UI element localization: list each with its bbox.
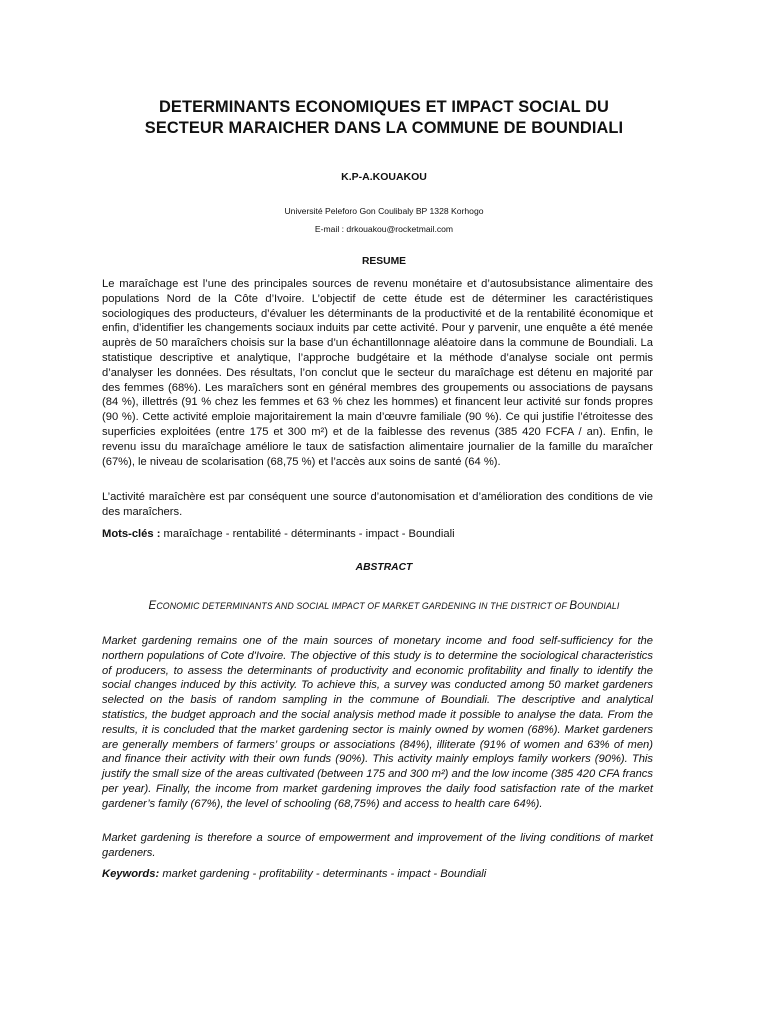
- resume-paragraph-1: Le maraîchage est l’une des principales sources de revenu monétaire et d’autosubsistance alimentaire des populations Nord de la Côte d’Ivoire. L’objectif de cette étude est de déterminer les caractéristiques sociologiques des producteurs, d’évaluer les déterminants de la productivité et de la rentabilité économique et enfin, d’identifier les changements sociaux induits par cette activité. Pour y parvenir, une enquête a été menée auprès de 50 maraîchers choisis sur la base d’un échantillonnage aléatoire dans la commune de Boundiali. La statistique descriptive et analytique, l’approche budgétaire et la méthode d’analyse sociale ont permis d’analyser les données. Des résultats, l’on conclut que le secteur du maraîchage est détenu en majorité par des femmes (68%). Les maraîchers sont en général membres des groupements ou associations de paysans (84 %), illettrés (91 % chez les femmes et 63 % chez les hommes) et financent leur activité sur fonds propres (90 %). Cette activité emploie majoritairement la main d’œuvre familiale (90 %). Ce qui justifie l’étroitesse des superficies exploitées (entre 175 et 300 m²) et de la faiblesse des revenus (385 420 FCFA / an). Enfin, le revenu issu du maraîchage améliore le taux de satisfaction alimentaire journalier de la famille du maraîcher (67%), le niveau de scolarisation (68,75 %) et l’accès aux soins de santé (64 %).: [102, 278, 653, 468]
- title-line-2: SECTEUR MARAICHER DANS LA COMMUNE DE BOUNDIALI: [144, 119, 624, 137]
- abstract-keywords-label: Keywords:: [102, 868, 160, 880]
- abstract-paragraph-1: Market gardening remains one of the main sources of monetary income and food self-sufficiency for the northern populations of Cote d'Ivoire. The objective of this study is to determine the sociological characteristics of producers, to assess the determinants of productivity and economic profitability and finally to identify the social changes induced by this activity. To achieve this, a survey was conducted among 50 market gardeners selected on the basis of random sampling in the commune of Boundiali. The descriptive and analytical statistics, the budget approach and the social analysis method made it possible to analyse the data. From the results, it is concluded that the market gardening sector is mainly owned by women (68%). Market gardeners are generally members of farmers’ groups or associations (84%), illiterate (91% of women and 63% of men) and finance their activity with their own funds (90%). This activity mainly employs family workers (90%). This justify the small size of the areas cultivated (between 175 and 300 m²) and the low income (385 420 CFA francs per year). Finally, the income from market gardening improves the daily food satisfaction rate of the market gardener’s family (67%), the level of schooling (68,75%) and access to health care 64%).: [102, 635, 653, 810]
- abstract-subtitle: [0, 600, 768, 612]
- resume-heading: RESUME: [361, 256, 407, 267]
- paper-title: [60, 97, 708, 139]
- abstract-keywords-list: market gardening - profitability - determinants - impact - Boundiali: [162, 868, 487, 880]
- subtitle-initial-e: E: [148, 600, 157, 612]
- abstract-heading: ABSTRACT: [355, 562, 413, 573]
- subtitle-part-2: OUNDIALI: [577, 601, 620, 611]
- resume-keywords-list: maraîchage - rentabilité - déterminants - impact - Boundiali: [163, 528, 455, 540]
- resume-paragraph-2: L’activité maraîchère est par conséquent une source d’autonomisation et d’amélioration des conditions de vie des maraîchers.: [102, 491, 653, 518]
- author-email: E-mail : drkouakou@rocketmail.com: [314, 224, 454, 234]
- resume-keywords: [102, 527, 653, 542]
- subtitle-initial-b: B: [569, 600, 578, 612]
- abstract-paragraph-2: Market gardening is therefore a source of empowerment and improvement of the living conditions of market gardeners.: [102, 832, 653, 859]
- resume-keywords-label: Mots-clés :: [102, 528, 161, 540]
- author-affiliation: Université Peleforo Gon Coulibaly BP 1328 Korhogo: [284, 206, 484, 216]
- subtitle-part-1: CONOMIC DETERMINANTS AND SOCIAL IMPACT OF MARKET GARDENING IN THE DISTRICT OF: [156, 601, 570, 611]
- abstract-keywords: [102, 867, 653, 882]
- author-name: K.P-A.KOUAKOU: [341, 171, 427, 183]
- title-line-1: DETERMINANTS ECONOMIQUES ET IMPACT SOCIAL DU: [159, 98, 609, 116]
